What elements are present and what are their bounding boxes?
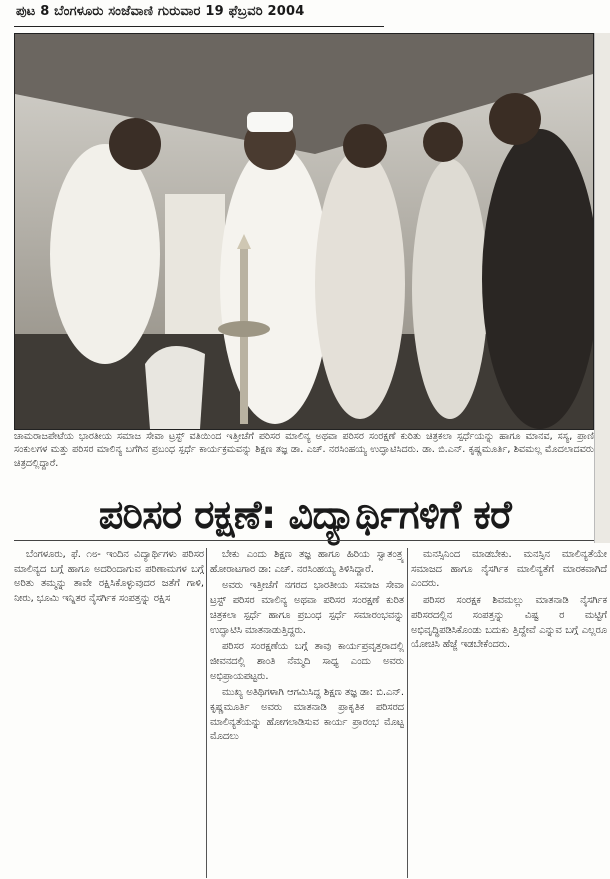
paragraph: ಬೇಕು ಎಂದು ಶಿಕ್ಷಣ ತಜ್ಞ ಹಾಗೂ ಹಿರಿಯ ಸ್ವಾತಂತ್ರ್ಯ ಹೋರಾಟಗಾರ ಡಾ: ಎಚ್. ನರಸಿಂಹಯ್ಯ ತಿಳಿಸಿದ್ದಾರೆ.	[210, 549, 404, 575]
person-2	[220, 144, 330, 424]
photo-illustration	[15, 34, 593, 429]
column-divider	[206, 548, 207, 878]
article-column-1	[14, 548, 204, 678]
masthead: ಪುಟ 8 ಬೆಂಗಳೂರು ಸಂಜೆವಾಣಿ ಗುರುವಾರ 19 ಫೆಬ್ರವರಿ 2004	[16, 4, 305, 19]
paragraph: ಪರಿಸರ ಸಂರಕ್ಷಣೆಯ ಬಗ್ಗೆ ತಾವು ಕಾರ್ಯಪ್ರವೃತ್ತರಾದಲ್ಲಿ ಜೀವನದಲ್ಲಿ ಶಾಂತಿ ನೆಮ್ಮದಿ ಸಾಧ್ಯ ಎಂದು ಅವರು ಅಭಿಪ್ರಾಯಪಟ್ಟರು.	[210, 641, 404, 682]
photo-caption: ಚಾಮರಾಜಪೇಟೆಯ ಭಾರತೀಯ ಸಮಾಜ ಸೇವಾ ಟ್ರಸ್ಟ್ ವತಿಯಿಂದ ಇತ್ತೀಚೆಗೆ ಪರಿಸರ ಮಾಲಿನ್ಯ ಅಥವಾ ಪರಿಸರ ಸಂರಕ್ಷಣೆ ಕುರಿತು ಚಿತ್ರಕಲಾ ಸ್ಪರ್ಧೆಯನ್ನು ಹಾಗೂ ಮಾನವ, ಸಸ್ಯ, ಪ್ರಾಣಿ ಸಂಕುಲಗಳ ಮತ್ತು ಪರಿಸರ ಮಾಲಿನ್ಯ ಬಗೆಗಿನ ಪ್ರಬಂಧ ಸ್ಪರ್ಧೆ ಕಾರ್ಯಕ್ರಮವನ್ನು ಶಿಕ್ಷಣ ತಜ್ಞ ಡಾ. ಎಚ್. ನರಸಿಂಹಯ್ಯ ಉದ್ಘಾಟಿಸಿದರು. ಡಾ. ಬಿ.ಎನ್. ಕೃಷ್ಣಮೂರ್ತಿ, ಶಿವಮಲ್ಲ ಮೊದಲಾದವರು ಚಿತ್ರದಲ್ಲಿದ್ದಾರೆ.	[14, 431, 594, 469]
news-photo	[14, 33, 594, 430]
person-2-cap	[247, 112, 293, 132]
adjacent-clipping-edge	[594, 33, 610, 543]
person-3-head	[343, 124, 387, 168]
person-3	[315, 149, 405, 419]
person-1	[50, 144, 160, 364]
banner-board	[165, 194, 225, 334]
lamp-dish	[218, 321, 270, 337]
article-column-3	[411, 548, 607, 713]
article-headline: ಪರಿಸರ ರಕ್ಷಣೆ: ವಿದ್ಯಾರ್ಥಿಗಳಿಗೆ ಕರೆ	[98, 492, 512, 538]
person-4-head	[423, 122, 463, 162]
paragraph: ಮನಸ್ಸಿನಿಂದ ಮಾಡಬೇಕು. ಮನಸ್ಸಿನ ಮಾಲಿನ್ಯತೆಯೇ ಸಮಾಜದ ಹಾಗೂ ನೈಸರ್ಗಿಕ ಮಾಲಿನ್ಯತೆಗೆ ಮಾರಕವಾಗಿದೆ ಎಂದರು.	[411, 549, 607, 590]
chair	[145, 346, 205, 429]
paragraph: ಅವರು ಇತ್ತೀಚೆಗೆ ನಗರದ ಭಾರತೀಯ ಸಮಾಜ ಸೇವಾ ಟ್ರಸ್ಟ್ ಪರಿಸರ ಮಾಲಿನ್ಯ ಅಥವಾ ಪರಿಸರ ಸಂರಕ್ಷಣೆ ಕುರಿತ ಚಿತ್ರಕಲಾ ಸ್ಪರ್ಧೆ ಹಾಗೂ ಪ್ರಬಂಧ ಸ್ಪರ್ಧೆ ಸಮಾರಂಭವನ್ನು ಉದ್ಘಾಟಿಸಿ ಮಾತನಾಡುತ್ತಿದ್ದರು.	[210, 580, 404, 636]
headline-rule	[14, 540, 594, 541]
paragraph: ಮುಖ್ಯ ಅತಿಥಿಗಳಾಗಿ ಆಗಮಿಸಿದ್ದ ಶಿಕ್ಷಣ ತಜ್ಞ ಡಾ: ಬಿ.ಎನ್. ಕೃಷ್ಣಮೂರ್ತಿ ಅವರು ಮಾತನಾಡಿ ಪ್ರಾಕೃತಿಕ ಪರಿಸರದ ಮಾಲಿನ್ಯತೆಯನ್ನು ಹೋಗಲಾಡಿಸುವ ಕಾರ್ಯ ಪ್ರಾರಂಭ ಮೊಟ್ಟ ಮೊದಲು	[210, 687, 404, 743]
column-divider	[407, 548, 408, 878]
person-5	[482, 129, 593, 429]
masthead-rule	[14, 26, 384, 27]
person-4	[412, 159, 488, 419]
article-column-2	[210, 548, 404, 874]
person-5-head	[489, 93, 541, 145]
paragraph: ಪರಿಸರ ಸಂರಕ್ಷಕ ಶಿವಮಲ್ಲು ಮಾತನಾಡಿ ನೈಸರ್ಗಿಕ ಪರಿಸರದಲ್ಲಿನ ಸಂಪತ್ತನ್ನು ವಿಷ್ಟ ರ ಮಟ್ಟಿಗೆ ಅಭಿವೃದ್ಧಿಪಡಿಸಿಕೊಂಡು ಬದುಕು ತ್ತಿದ್ದೇವೆ ಎನ್ನುವ ಬಗ್ಗೆ ಎಲ್ಲರೂ ಯೋಚಿಸಿ ಹೆಜ್ಜೆ ಇಡಬೇಕೆಂದರು.	[411, 595, 607, 651]
person-1-head	[109, 118, 161, 170]
paragraph: ಬೆಂಗಳೂರು, ಫೆ. ೧೮- ಇಂದಿನ ವಿದ್ಯಾರ್ಥಿಗಳು ಪರಿಸರ ಮಾಲಿನ್ಯದ ಬಗ್ಗೆ ಹಾಗೂ ಅದರಿಂದಾಗುವ ಪರಿಣಾಮಗಳ ಬಗ್ಗೆ ಅರಿತು ತಮ್ಮನ್ನು ತಾವೇ ರಕ್ಷಿಸಿಕೊಳ್ಳುವುದರ ಜತೆಗೆ ಗಾಳಿ, ನೀರು, ಭೂಮಿ ಇನ್ನಿತರ ನೈಸರ್ಗಿಕ ಸಂಪತ್ತನ್ನು ರಕ್ಷಿಸ	[14, 549, 204, 605]
